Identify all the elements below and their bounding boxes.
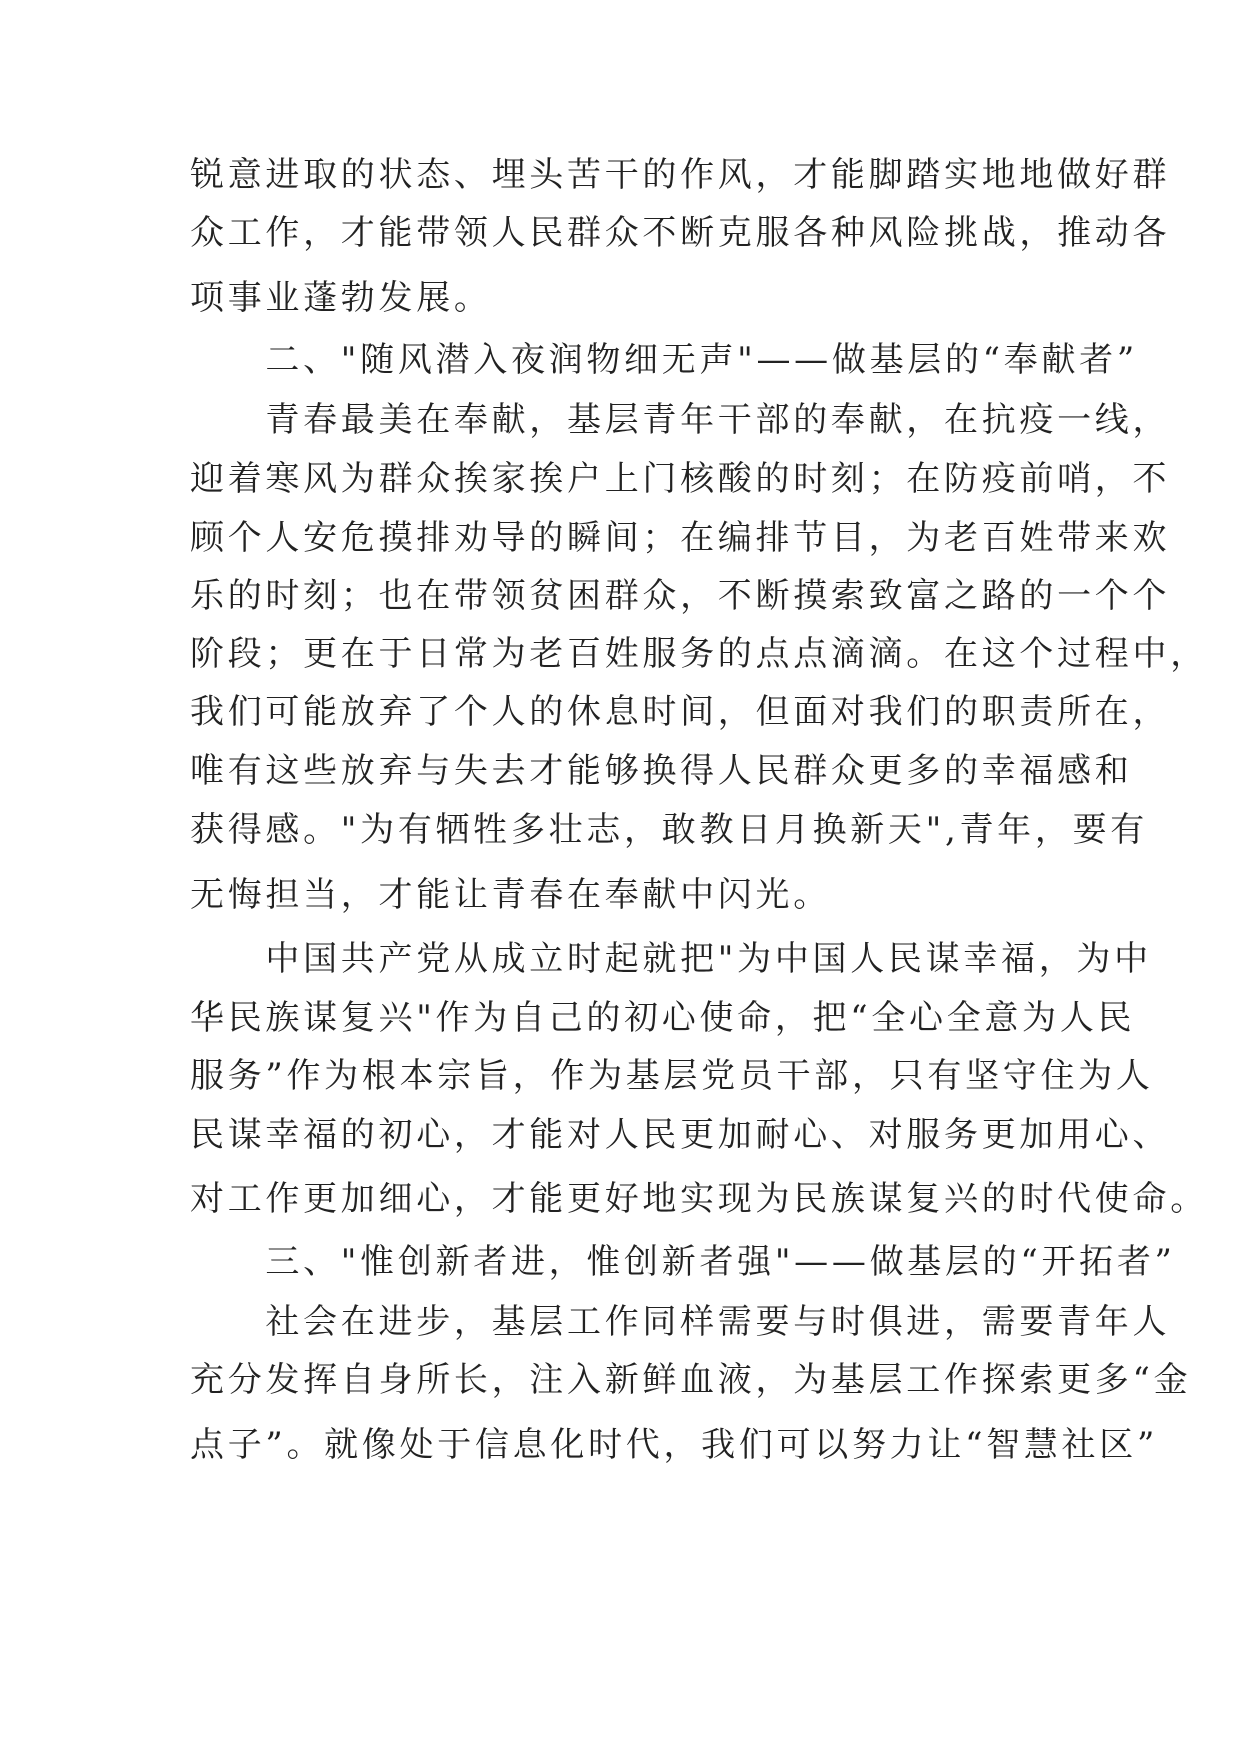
text-line: 锐意进取的状态、埋头苦干的作风，才能脚踏实地地做好群 — [190, 155, 1171, 195]
text-line: 唯有这些放弃与失去才能够换得人民群众更多的幸福感和 — [190, 751, 1133, 791]
text-line: 乐的时刻；也在带领贫困群众，不断摸索致富之路的一个个 — [190, 576, 1171, 616]
text-line: 对工作更加细心，才能更好地实现为民族谋复兴的时代使命。 — [190, 1179, 1208, 1219]
text-line: 众工作，才能带领人民群众不断克服各种风险挑战，推动各 — [190, 213, 1171, 253]
section-heading: 二、"随风潜入夜润物细无声"——做基层的“奉献者” — [190, 340, 1138, 380]
text-line: 顾个人安危摸排劝导的瞬间；在编排节目，为老百姓带来欢 — [190, 518, 1171, 558]
text-line: 获得感。"为有牺牲多壮志，敢教日月换新天",青年，要有 — [190, 810, 1148, 850]
text-line: 中国共产党从成立时起就把"为中国人民谋幸福，为中 — [190, 939, 1152, 979]
text-line: 青春最美在奉献，基层青年干部的奉献，在抗疫一线， — [190, 400, 1171, 440]
text-line: 服务”作为根本宗旨，作为基层党员干部，只有坚守住为人 — [190, 1056, 1154, 1096]
text-line: 迎着寒风为群众挨家挨户上门核酸的时刻；在防疫前哨，不 — [190, 459, 1171, 499]
text-line: 点子”。就像处于信息化时代，我们可以努力让“智慧社区” — [190, 1425, 1159, 1465]
text-line: 社会在进步，基层工作同样需要与时俱进，需要青年人 — [190, 1302, 1171, 1342]
text-line: 充分发挥自身所长，注入新鲜血液，为基层工作探索更多“金 — [190, 1360, 1192, 1400]
text-line: 我们可能放弃了个人的休息时间，但面对我们的职责所在， — [190, 692, 1171, 732]
text-line: 华民族谋复兴"作为自己的初心使命，把“全心全意为人民 — [190, 998, 1136, 1038]
text-line: 阶段；更在于日常为老百姓服务的点点滴滴。在这个过程中， — [190, 634, 1208, 674]
text-line: 项事业蓬勃发展。 — [190, 278, 492, 318]
text-line: 无悔担当，才能让青春在奉献中闪光。 — [190, 875, 831, 915]
section-heading: 三、"惟创新者进，惟创新者强"——做基层的“开拓者” — [190, 1242, 1176, 1282]
text-line: 民谋幸福的初心，才能对人民更加耐心、对服务更加用心、 — [190, 1115, 1171, 1155]
